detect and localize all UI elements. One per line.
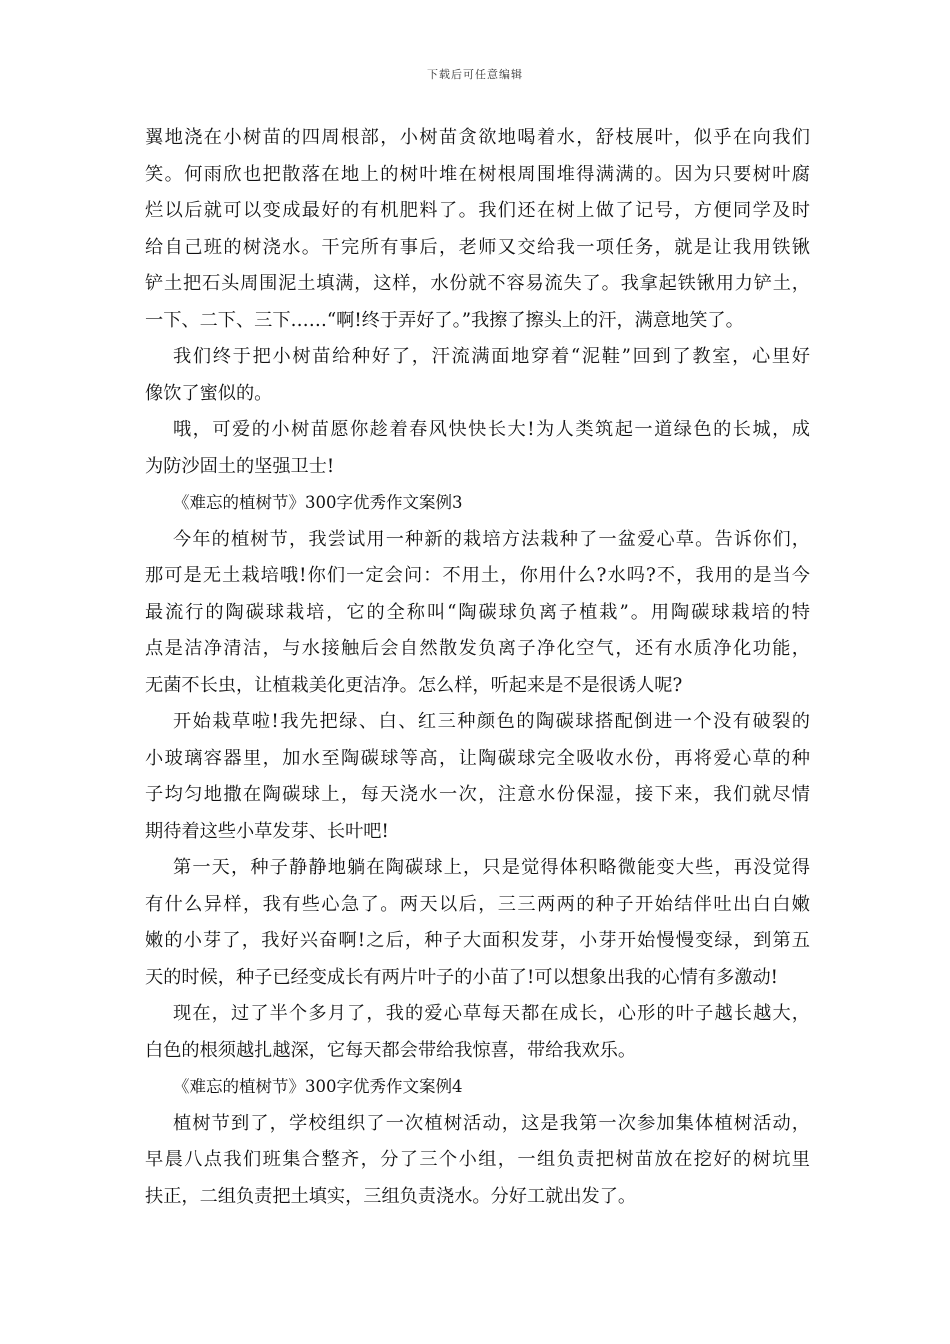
- text-line: 哦，可爱的小树苗愿你趁着春风快快长大!为人类筑起一道绿色的长城，成: [173, 419, 810, 440]
- text-line: 给自己班的树浇水。干完所有事后，老师又交给我一项任务，就是让我用铁锹: [145, 236, 810, 258]
- text-line: 期待着这些小草发芽、长叶吧!: [145, 820, 389, 842]
- text-line: 有什么异样，我有些心急了。两天以后，三三两两的种子开始结伴吐出白白嫩: [145, 893, 810, 915]
- paragraph: [145, 850, 810, 996]
- page-header: 下载后可任意编辑: [427, 68, 523, 81]
- text-line: 开始栽草啦!我先把绿、白、红三种颜色的陶碳球搭配倒进一个没有破裂的: [173, 711, 810, 732]
- section-heading: [145, 1069, 810, 1106]
- text-line: 天的时候，种子已经变成长有两片叶子的小苗了!可以想象出我的心情有多激动!: [145, 966, 778, 988]
- text-line: 嫩的小芽了，我好兴奋啊!之后，种子大面积发芽，小芽开始慢慢变绿，到第五: [145, 930, 810, 951]
- text-line: 早晨八点我们班集合整齐，分了三个小组，一组负责把树苗放在挖好的树坑里: [145, 1149, 810, 1170]
- text-line: 那可是无土栽培哦!你们一定会问：不用土，你用什么?水吗?不，我用的是当今: [145, 565, 810, 586]
- text-line: 像饮了蜜似的。: [145, 382, 273, 404]
- text-line: 《难忘的植树节》300字优秀作文案例4: [173, 1077, 463, 1096]
- text-line: 翼地浇在小树苗的四周根部，小树苗贪欲地喝着水，舒枝展叶，似乎在向我们: [145, 127, 810, 148]
- paragraph: [145, 1106, 810, 1216]
- text-line: 为防沙固土的坚强卫士!: [145, 455, 335, 477]
- text-line: 一下、二下、三下……“啊!终于弄好了。”我擦了擦头上的汗，满意地笑了。: [145, 309, 744, 331]
- text-line: 《难忘的植树节》300字优秀作文案例3: [173, 493, 463, 512]
- text-line: 现在，过了半个多月了，我的爱心草每天都在成长，心形的叶子越长越大，: [173, 1003, 810, 1024]
- paragraph: [145, 704, 810, 850]
- text-line: 铲土把石头周围泥土填满，这样，水份就不容易流失了。我拿起铁锹用力铲土，: [145, 273, 810, 294]
- text-line: 点是洁净清洁，与水接触后会自然散发负离子净化空气，还有水质净化功能，: [145, 638, 810, 659]
- text-line: 笑。何雨欣也把散落在地上的树叶堆在树根周围堆得满满的。因为只要树叶腐: [145, 163, 810, 185]
- paragraph: [145, 339, 810, 412]
- paragraph: [145, 412, 810, 485]
- paragraph: [145, 120, 810, 339]
- text-line: 植树节到了，学校组织了一次植树活动，这是我第一次参加集体植树活动，: [173, 1112, 810, 1134]
- text-line: 小玻璃容器里，加水至陶碳球等高，让陶碳球完全吸收水份，再将爱心草的种: [145, 747, 810, 769]
- paragraph: [145, 996, 810, 1069]
- text-line: 第一天，种子静静地躺在陶碳球上，只是觉得体积略微能变大些，再没觉得: [173, 857, 810, 878]
- text-line: 无菌不长虫，让植栽美化更洁净。怎么样，听起来是不是很诱人呢?: [145, 674, 683, 696]
- text-line: 子均匀地撒在陶碳球上，每天浇水一次，注意水份保湿，接下来，我们就尽情: [145, 784, 810, 805]
- section-heading: [145, 485, 810, 522]
- paragraph: [145, 522, 810, 705]
- text-line: 扶正，二组负责把土填实，三组负责浇水。分好工就出发了。: [145, 1185, 637, 1207]
- text-line: 我们终于把小树苗给种好了，汗流满面地穿着“泥鞋”回到了教室，心里好: [173, 346, 810, 367]
- text-line: 白色的根须越扎越深，它每天都会带给我惊喜，带给我欢乐。: [145, 1039, 637, 1061]
- text-line: 烂以后就可以变成最好的有机肥料了。我们还在树上做了记号，方便同学及时: [145, 200, 810, 221]
- text-line: 最流行的陶碳球栽培，它的全称叫“陶碳球负离子植栽”。用陶碳球栽培的特: [145, 601, 810, 623]
- document-body: [145, 120, 810, 1215]
- text-line: 今年的植树节，我尝试用一种新的栽培方法栽种了一盆爱心草。告诉你们，: [173, 528, 810, 550]
